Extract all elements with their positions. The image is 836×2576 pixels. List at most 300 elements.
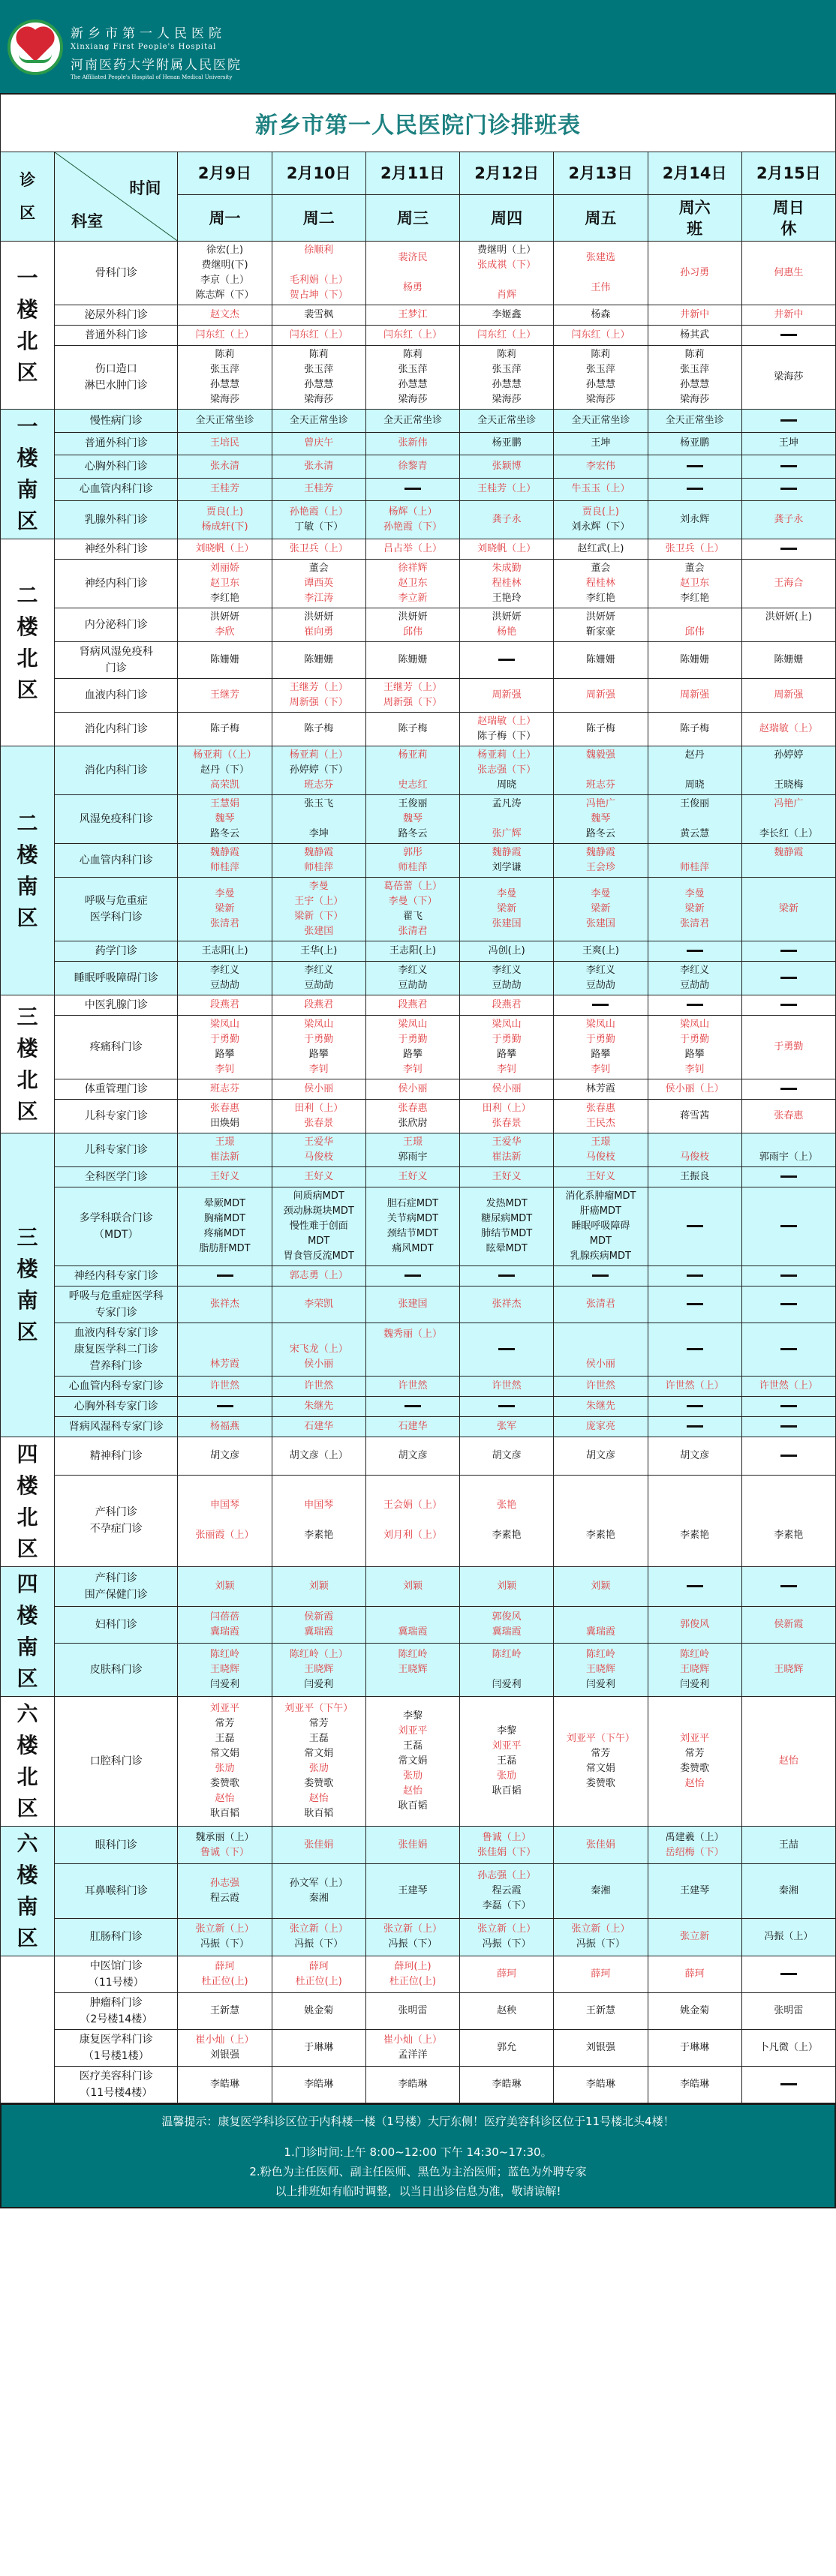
schedule-cell: [741, 1266, 835, 1286]
schedule-cell: [460, 1417, 554, 1437]
schedule-cell: [741, 1100, 835, 1133]
senior-doctor-name: 王好义: [304, 1171, 334, 1182]
schedule-cell: [178, 995, 272, 1016]
senior-doctor-name: 于勇勤: [680, 1034, 710, 1045]
schedule-cell: [554, 1016, 648, 1079]
schedule-cell: [648, 1323, 741, 1377]
senior-doctor-name: 冯艳广: [585, 798, 615, 809]
senior-doctor-name: 朱继先: [585, 1401, 615, 1412]
no-clinic-dash-icon: [498, 1348, 515, 1350]
attending-doctor-name: 李皓琳: [585, 2079, 615, 2090]
senior-doctor-name: 师桂萍: [398, 862, 428, 873]
attending-doctor-name: 陈姗姗: [398, 654, 428, 665]
attending-doctor-name: 张明雷: [774, 2005, 804, 2016]
zone-label: 二 楼 南 区: [1, 746, 55, 995]
department-name: 肛肠科门诊: [55, 1918, 178, 1956]
schedule-cell: [178, 844, 272, 878]
department-name: 普通外科门诊: [55, 432, 178, 455]
department-name: 慢性病门诊: [55, 410, 178, 433]
attending-doctor-name: 洪妍妍: [304, 611, 334, 623]
schedule-cell: [272, 305, 365, 326]
attending-doctor-name: 李红义: [210, 965, 240, 976]
attending-doctor-name: 张明雷: [398, 2005, 428, 2016]
schedule-cell: [460, 1827, 554, 1864]
attending-doctor-name: 李红艳: [585, 593, 615, 604]
schedule-cell: [178, 1133, 272, 1167]
senior-doctor-name: 李立新: [398, 593, 428, 604]
department-name: 药学门诊: [55, 941, 178, 962]
schedule-cell: [178, 1100, 272, 1133]
senior-doctor-name: 赵怡: [778, 1755, 798, 1767]
senior-doctor-name: 龚子永: [492, 514, 522, 526]
attending-doctor-name: 刘永辉（下）: [571, 521, 630, 533]
schedule-cell: [741, 1437, 835, 1476]
schedule-cell: [648, 995, 741, 1016]
table-row: [1, 410, 836, 433]
table-row: [1, 1397, 836, 1417]
schedule-cell: [460, 1567, 554, 1607]
senior-doctor-name: 冀瑞霞: [210, 1626, 240, 1638]
schedule-cell: [272, 1323, 365, 1377]
schedule-cell: [365, 1644, 459, 1697]
senior-doctor-name: 侯小丽: [398, 1083, 428, 1094]
senior-doctor-name: 程桂林: [585, 578, 615, 589]
schedule-cell: [272, 1079, 365, 1100]
senior-doctor-name: 陈红岭: [398, 1649, 428, 1661]
attending-doctor-name: 李素艳: [774, 1530, 804, 1542]
senior-doctor-name: 张清君: [210, 918, 240, 929]
attending-doctor-name: 李京（上）: [200, 275, 250, 286]
attending-doctor-name: 李素艳: [492, 1530, 522, 1542]
zone-label: 六 楼 南 区: [1, 1827, 55, 1956]
senior-doctor-name: 王璟: [402, 1136, 423, 1148]
schedule-cell: [554, 941, 648, 962]
schedule-cell: [554, 346, 648, 410]
attending-doctor-name: 娄赞歌: [304, 1778, 334, 1789]
schedule-cell: [178, 1397, 272, 1417]
table-row: [1, 1993, 836, 2030]
schedule-cell: [178, 1286, 272, 1323]
senior-doctor-name: 许世然（上）: [665, 1380, 724, 1392]
schedule-cell: [741, 1697, 835, 1827]
table-row: [1, 305, 836, 326]
senior-doctor-name: 邱伟: [402, 626, 423, 638]
senior-doctor-name: 刘颖: [308, 1581, 329, 1593]
schedule-cell: [648, 478, 741, 501]
schedule-cell: [272, 1697, 365, 1827]
department-name: 睡眠呼吸障碍门诊: [55, 962, 178, 995]
senior-doctor-name: 王海合: [774, 578, 804, 589]
schedule-cell: [272, 242, 365, 305]
schedule-cell: [365, 2030, 459, 2067]
schedule-cell: [554, 1993, 648, 2030]
attending-doctor-name: 董会: [684, 563, 705, 574]
senior-doctor-name: 闫东红（上）: [571, 329, 630, 341]
senior-doctor-name: 于勇勤: [210, 1034, 240, 1045]
attending-doctor-name: 胸痛MDT: [203, 1213, 246, 1224]
schedule-cell: [365, 1100, 459, 1133]
department-name: 内分泌科门诊: [55, 608, 178, 642]
senior-doctor-name: 刘晓帆（上）: [477, 543, 537, 554]
no-clinic-dash-icon: [780, 1973, 797, 1975]
attending-doctor-name: 李素艳: [680, 1530, 710, 1542]
schedule-cell: [178, 1607, 272, 1644]
attending-doctor-name: 梁海莎: [680, 394, 710, 405]
zone-label: 一 楼 南 区: [1, 410, 55, 539]
table-row: [1, 878, 836, 941]
senior-doctor-name: 许世然（上）: [759, 1380, 818, 1392]
schedule-cell: [741, 1644, 835, 1697]
schedule-cell: [178, 326, 272, 346]
senior-doctor-name: 王桂芳: [304, 483, 334, 495]
attending-doctor-name: 梁海莎: [210, 394, 240, 405]
no-clinic-dash-icon: [780, 1425, 797, 1428]
senior-doctor-name: 曾庆午: [304, 437, 334, 449]
schedule-cell: [365, 1133, 459, 1167]
weekday-header: 周五: [554, 195, 648, 242]
attending-doctor-name: 常文娟: [210, 1748, 240, 1759]
department-name: 呼吸与危重症医学科 专家门诊: [55, 1286, 178, 1323]
schedule-cell: [178, 560, 272, 608]
attending-doctor-name: 李黎: [497, 1725, 517, 1737]
footer-tip: 温馨提示：康复医学科诊区位于内科楼一楼（1号楼）大厅东侧！医疗美容科诊区位于11号楼北头4楼！: [161, 2115, 675, 2128]
schedule-cell: [741, 501, 835, 539]
schedule-cell: [178, 1377, 272, 1397]
schedule-cell: [272, 1644, 365, 1697]
date-header: 2月9日: [178, 152, 272, 195]
footer-disclaimer: 以上排班如有临时调整，以当日出诊信息为准，敬请谅解!: [275, 2184, 561, 2198]
no-clinic-dash-icon: [687, 1225, 703, 1227]
senior-doctor-name: 张成祺（下）: [477, 260, 537, 271]
schedule-cell: [648, 713, 741, 746]
weekday-header: 周三: [365, 195, 459, 242]
schedule-cell: [178, 1167, 272, 1187]
attending-doctor-name: 闫爱利: [210, 1679, 240, 1691]
senior-doctor-name: 井新中: [774, 309, 804, 320]
senior-doctor-name: 许世然: [585, 1380, 615, 1392]
attending-doctor-name: 陈姗姗: [304, 654, 334, 665]
zone-header-char: 诊: [20, 171, 36, 189]
senior-doctor-name: 张劢: [497, 1770, 517, 1782]
senior-doctor-name: 赵怡: [684, 1778, 705, 1789]
attending-doctor-name: 胃食管反流MDT: [283, 1250, 354, 1262]
attending-doctor-name: 孙慧慧: [492, 379, 522, 390]
attending-doctor-name: 王坤: [778, 437, 798, 449]
senior-doctor-name: 李荣凯: [304, 1299, 334, 1310]
no-clinic-dash-icon: [780, 1585, 797, 1587]
attending-doctor-name: 张玉萍: [585, 364, 615, 375]
schedule-cell: [648, 1567, 741, 1607]
table-row: [1, 608, 836, 642]
department-name: 儿科专家门诊: [55, 1100, 178, 1133]
attending-doctor-name: MDT: [308, 1235, 330, 1247]
senior-doctor-name: 刘月利（上）: [383, 1530, 442, 1542]
senior-doctor-name: 段燕君: [304, 999, 334, 1010]
senior-doctor-name: 梁凤山: [585, 1019, 615, 1030]
schedule-cell: [365, 1187, 459, 1266]
department-name: 康复医学科门诊 （1号楼1楼）: [55, 2030, 178, 2067]
senior-doctor-name: 于勇勤: [774, 1041, 804, 1052]
senior-doctor-name: 许世然: [304, 1380, 334, 1392]
no-clinic-dash-icon: [592, 1274, 609, 1277]
senior-doctor-name: 梁新: [778, 903, 798, 914]
table-row: [1, 1167, 836, 1187]
senior-doctor-name: 谭西英: [304, 578, 334, 589]
schedule-cell: [741, 713, 835, 746]
department-name: 耳鼻喉科门诊: [55, 1864, 178, 1919]
table-row: [1, 1644, 836, 1697]
schedule-cell: [178, 962, 272, 995]
no-clinic-dash-icon: [687, 950, 703, 952]
schedule-cell: [741, 432, 835, 455]
schedule-cell: [460, 242, 554, 305]
senior-doctor-name: 张立新（上）: [383, 1923, 442, 1935]
senior-doctor-name: 冀瑞霞: [492, 1626, 522, 1638]
table-row: [1, 1016, 836, 1079]
attending-doctor-name: 洪妍妍(上): [765, 611, 812, 623]
attending-doctor-name: 赵红武(上): [577, 543, 624, 554]
senior-doctor-name: 薛珂: [308, 1961, 329, 1972]
senior-doctor-name: 魏琴: [215, 813, 235, 824]
table-row: [1, 346, 836, 410]
senior-doctor-name: 刘颖: [402, 1581, 423, 1593]
no-clinic-dash-icon: [498, 1274, 515, 1277]
schedule-cell: [365, 305, 459, 326]
attending-doctor-name: 李皓琳: [304, 2079, 334, 2090]
schedule-cell: [460, 642, 554, 679]
schedule-cell: [648, 941, 741, 962]
attending-doctor-name: 常文娟: [585, 1763, 615, 1774]
schedule-cell: [741, 1607, 835, 1644]
schedule-cell: [554, 1167, 648, 1187]
schedule-cell: [648, 1079, 741, 1100]
senior-doctor-name: 王继芳（上）: [289, 682, 348, 693]
schedule-cell: [648, 432, 741, 455]
schedule-cell: [648, 1475, 741, 1566]
senior-doctor-name: 李曼: [684, 888, 705, 899]
senior-doctor-name: 崔法新: [210, 1151, 240, 1163]
senior-doctor-name: 王宇（上）: [294, 896, 344, 907]
department-name: 妇科门诊: [55, 1607, 178, 1644]
senior-doctor-name: 王晓辉: [398, 1664, 428, 1676]
schedule-cell: [460, 2067, 554, 2103]
attending-doctor-name: 关节病MDT: [386, 1213, 439, 1224]
no-clinic-dash-icon: [780, 419, 797, 422]
schedule-cell: [741, 1567, 835, 1607]
attending-doctor-name: 洪妍妍: [398, 611, 428, 623]
attending-doctor-name: 发热MDT: [486, 1198, 528, 1209]
schedule-cell: [365, 1956, 459, 1993]
senior-doctor-name: 贺占坤（下）: [289, 290, 348, 301]
senior-doctor-name: 孙习勇: [680, 267, 710, 278]
senior-doctor-name: 张春景: [492, 1118, 522, 1129]
attending-doctor-name: 王坤: [591, 437, 611, 449]
attending-doctor-name: 王志阳(上): [389, 945, 437, 956]
senior-doctor-name: 徐黎青: [398, 460, 428, 472]
attending-doctor-name: 陈志辉（下）: [195, 290, 254, 301]
attending-doctor-name: 陈莉: [497, 349, 517, 360]
senior-doctor-name: 刘亚平（下午）: [566, 1733, 635, 1744]
table-row: [1, 962, 836, 995]
schedule-cell: [178, 746, 272, 795]
schedule-cell: [460, 455, 554, 479]
footer-notice: [0, 2103, 836, 2208]
schedule-cell: [178, 539, 272, 560]
schedule-cell: [365, 539, 459, 560]
no-clinic-dash-icon: [404, 1405, 421, 1407]
schedule-cell: [648, 2067, 741, 2103]
attending-doctor-name: 王喆: [778, 1839, 798, 1851]
schedule-cell: [272, 1475, 365, 1566]
attending-doctor-name: 李姬鑫: [492, 309, 522, 320]
schedule-cell: [741, 2030, 835, 2067]
schedule-cell: [178, 1437, 272, 1476]
senior-doctor-name: 刘颖: [215, 1581, 235, 1593]
department-name: 消化内科门诊: [55, 746, 178, 795]
schedule-cell: [272, 941, 365, 962]
attending-doctor-name: 郭雨宇: [398, 1151, 428, 1163]
attending-doctor-name: 董会: [308, 563, 329, 574]
attending-doctor-name: 孙婷婷（下）: [289, 764, 348, 776]
department-name: 心胸外科门诊: [55, 455, 178, 479]
senior-doctor-name: 张颖博: [492, 460, 522, 472]
table-row: [1, 539, 836, 560]
no-clinic-dash-icon: [780, 2083, 797, 2085]
senior-doctor-name: 贾良(上): [582, 506, 619, 518]
senior-doctor-name: 梁凤山: [680, 1019, 710, 1030]
zone-label: 二 楼 北 区: [1, 539, 55, 746]
department-name: 眼科门诊: [55, 1827, 178, 1864]
attending-doctor-name: 孙慧慧: [585, 379, 615, 390]
senior-doctor-name: 魏琴: [591, 813, 611, 824]
table-row: [1, 1079, 836, 1100]
senior-doctor-name: 李钊: [497, 1064, 517, 1075]
schedule-cell: [741, 1079, 835, 1100]
senior-doctor-name: 鲁诚（下）: [200, 1846, 250, 1858]
schedule-cell: [178, 1475, 272, 1566]
table-row: [1, 795, 836, 844]
attending-doctor-name: 全天正常坐诊: [477, 414, 537, 426]
attending-doctor-name: 王新慧: [585, 2005, 615, 2016]
table-row: [1, 2067, 836, 2103]
no-clinic-dash-icon: [498, 1405, 515, 1407]
senior-doctor-name: 王伟: [591, 282, 611, 293]
attending-doctor-name: 陈子梅: [680, 723, 710, 734]
no-clinic-dash-icon: [687, 1585, 703, 1587]
schedule-cell: [178, 478, 272, 501]
senior-doctor-name: 张建国: [304, 926, 334, 937]
department-name: 心血管内科门诊: [55, 478, 178, 501]
schedule-cell: [741, 410, 835, 433]
attending-doctor-name: 李红义: [585, 965, 615, 976]
schedule-cell: [648, 1697, 741, 1827]
senior-doctor-name: 井新中: [680, 309, 710, 320]
senior-doctor-name: 王桂芳: [210, 483, 240, 495]
schedule-cell: [460, 305, 554, 326]
attending-doctor-name: 洪妍妍: [210, 611, 240, 623]
senior-doctor-name: 张卫兵（上）: [665, 543, 724, 554]
schedule-cell: [365, 455, 459, 479]
schedule-cell: [460, 795, 554, 844]
senior-doctor-name: 张立新（上）: [289, 1923, 348, 1935]
senior-doctor-name: 王晓辉: [774, 1664, 804, 1676]
senior-doctor-name: 郭彤: [402, 847, 423, 858]
attending-doctor-name: 陈姗姗: [585, 654, 615, 665]
schedule-cell: [554, 642, 648, 679]
schedule-cell: [554, 1079, 648, 1100]
attending-doctor-name: 陈子梅（下）: [477, 731, 537, 742]
department-name: 肾病风湿科专家门诊: [55, 1417, 178, 1437]
attending-doctor-name: 王爽(上): [582, 945, 619, 956]
attending-doctor-name: 陈莉: [591, 349, 611, 360]
schedule-cell: [741, 560, 835, 608]
senior-doctor-name: 班志芬: [210, 1083, 240, 1094]
senior-doctor-name: 李钊: [308, 1064, 329, 1075]
attending-doctor-name: 孙慧慧: [398, 379, 428, 390]
senior-doctor-name: 张丽霞（上）: [195, 1530, 254, 1542]
attending-doctor-name: 豆劼劼: [304, 980, 334, 991]
schedule-cell: [365, 1079, 459, 1100]
no-clinic-dash-icon: [780, 1348, 797, 1350]
attending-doctor-name: 李磊（下）: [482, 1899, 531, 1911]
schedule-cell: [648, 878, 741, 941]
schedule-cell: [272, 1864, 365, 1919]
senior-doctor-name: 张清君: [680, 918, 710, 929]
senior-doctor-name: 李曼: [497, 888, 517, 899]
senior-doctor-name: 李曼: [308, 881, 329, 892]
schedule-cell: [178, 679, 272, 713]
attending-doctor-name: 路攀: [402, 1049, 423, 1060]
senior-doctor-name: 周新强（下）: [383, 697, 442, 708]
schedule-cell: [272, 1918, 365, 1956]
schedule-cell: [178, 941, 272, 962]
schedule-cell: [178, 1827, 272, 1864]
schedule-cell: [272, 878, 365, 941]
schedule-cell: [460, 679, 554, 713]
senior-doctor-name: 段燕君: [398, 999, 428, 1010]
attending-doctor-name: 秦湘: [308, 1892, 329, 1904]
attending-doctor-name: 常芳: [215, 1718, 235, 1729]
department-name: 骨科门诊: [55, 242, 178, 305]
senior-doctor-name: 王慧娟: [210, 798, 240, 809]
attending-doctor-name: 刘银强: [210, 2049, 240, 2061]
table-row: [1, 1475, 836, 1566]
senior-doctor-name: 张建国: [398, 1299, 428, 1310]
schedule-cell: [648, 242, 741, 305]
date-header: 2月12日: [460, 152, 554, 195]
schedule-cell: [272, 746, 365, 795]
attending-doctor-name: 冯振（下）: [388, 1938, 438, 1950]
schedule-cell: [741, 1918, 835, 1956]
senior-doctor-name: 张军: [497, 1421, 517, 1432]
senior-doctor-name: 王培民: [210, 437, 240, 449]
attending-doctor-name: 孟洋洋: [398, 2049, 428, 2061]
table-row: [1, 1187, 836, 1266]
senior-doctor-name: 薛珂: [215, 1961, 235, 1972]
schedule-cell: [460, 1079, 554, 1100]
schedule-cell: [460, 1397, 554, 1417]
schedule-cell: [365, 1437, 459, 1476]
attending-doctor-name: 蒋雪茜: [680, 1110, 710, 1121]
schedule-cell: [648, 1377, 741, 1397]
senior-doctor-name: 侯新霞: [304, 1611, 334, 1623]
attending-doctor-name: 张玉萍: [492, 364, 522, 375]
attending-doctor-name: 于琳琳: [304, 2042, 334, 2053]
no-clinic-dash-icon: [592, 1004, 609, 1006]
senior-doctor-name: 田利（上）: [294, 1103, 344, 1114]
attending-doctor-name: 孙慧慧: [680, 379, 710, 390]
attending-doctor-name: 孙文军（上）: [289, 1877, 348, 1889]
